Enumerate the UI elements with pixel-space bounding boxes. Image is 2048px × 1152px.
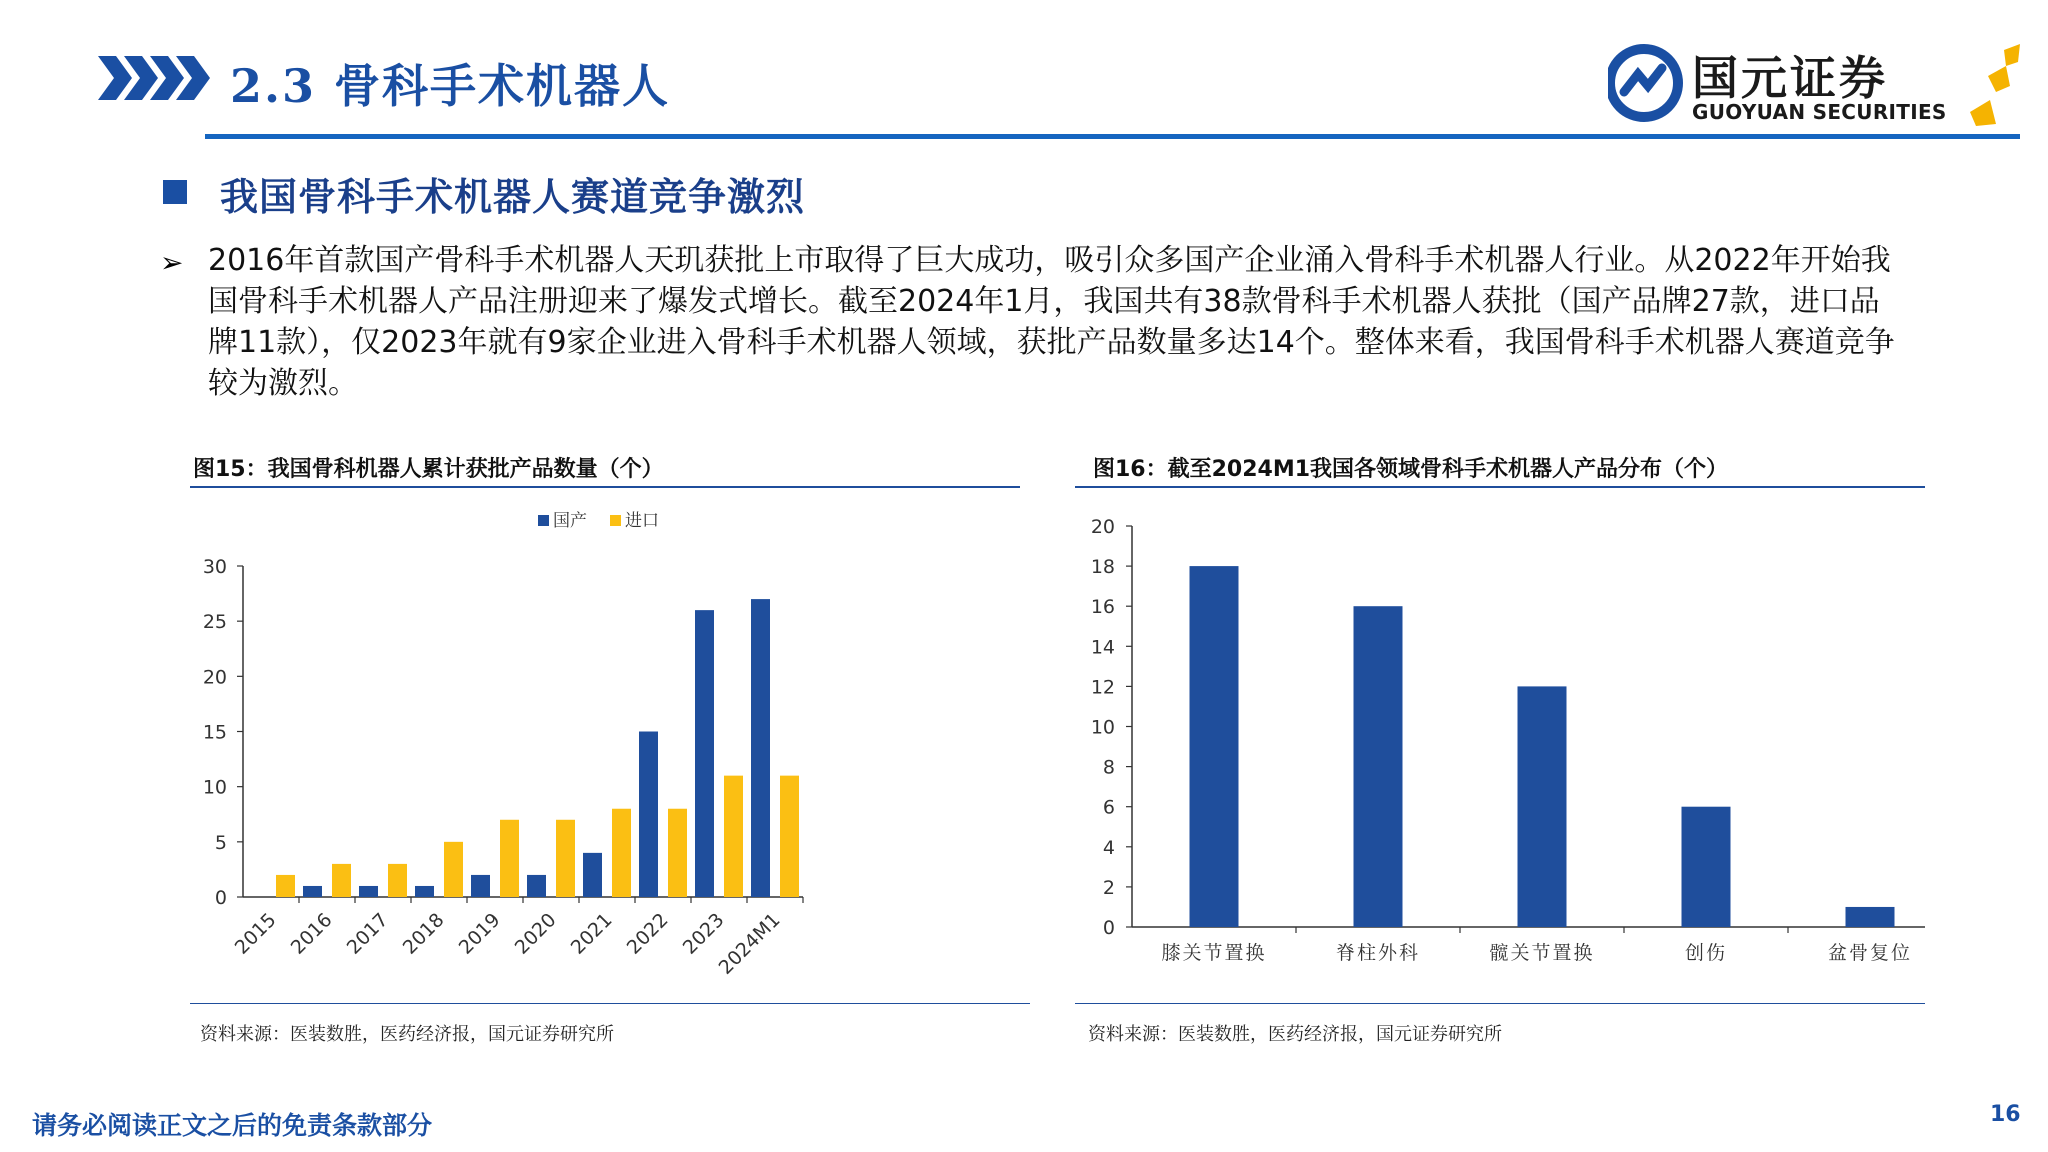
y-tick-label: 8 [1102,756,1115,779]
bar [1682,807,1731,927]
y-tick-label: 25 [202,611,227,634]
figure1-bar-chart [190,500,1030,995]
x-tick-label: 2024M1 [714,908,785,979]
bar [1190,566,1239,927]
x-tick-label: 2015 [230,908,281,959]
legend-swatch-import [610,515,621,526]
bar-domestic [471,875,490,897]
y-tick-label: 10 [1090,716,1115,739]
x-tick-label: 2016 [286,908,337,959]
y-tick-label: 18 [1090,556,1115,579]
x-tick-label: 2018 [398,908,449,959]
figure1-top-rule [190,486,1020,488]
x-tick-label: 膝关节置换 [1161,942,1267,964]
bar-domestic [303,886,322,897]
bar-import [388,864,407,897]
legend-label: 进口 [625,511,659,531]
figure2-bar-chart [1075,500,1925,995]
y-tick-label: 15 [202,721,227,744]
legend-swatch-domestic [538,515,549,526]
figure2-source: 资料来源：医装数胜，医药经济报，国元证券研究所 [1088,1024,1502,1045]
bar [1846,907,1895,927]
x-tick-label: 2022 [622,908,673,959]
x-tick-label: 盆骨复位 [1827,942,1913,964]
bar-import [668,809,687,897]
bar-domestic [359,886,378,897]
bar-domestic [695,610,714,897]
arrow-bullet-icon: ➢ [160,246,184,279]
y-tick-label: 12 [1090,676,1115,699]
bar-import [780,776,799,897]
figure2-bottom-rule [1075,1003,1925,1004]
y-tick-label: 14 [1090,636,1115,659]
y-tick-label: 5 [214,831,227,854]
y-tick-label: 20 [1090,516,1115,538]
bar-domestic [527,875,546,897]
bar-domestic [639,732,658,898]
x-tick-label: 创伤 [1684,942,1728,964]
bar-import [612,809,631,897]
figure2-top-rule [1075,486,1925,488]
logo-english-name: GUOYUAN SECURITIES [1692,100,1947,124]
bar-import [276,875,295,897]
y-tick-label: 2 [1102,876,1115,899]
logo-chinese-name: 国元证券 [1692,51,1888,105]
legend-label: 国产 [553,511,587,531]
x-tick-label: 2019 [454,908,505,959]
y-tick-label: 0 [1102,917,1115,939]
bar-import [724,776,743,897]
bar-import [444,842,463,897]
y-tick-label: 16 [1090,596,1115,619]
x-tick-label: 髋关节置换 [1489,942,1595,964]
y-tick-label: 0 [214,887,227,909]
x-tick-label: 2023 [678,908,729,959]
y-tick-label: 30 [202,556,227,578]
bar [1518,686,1567,927]
x-tick-label: 2017 [342,908,393,959]
chevron-arrows-icon [98,56,210,100]
section-title: 2.3 骨科手术机器人 [230,59,671,113]
bar-import [500,820,519,897]
figure2-title: 图16：截至2024M1我国各领域骨科手术机器人产品分布（个） [1093,457,1729,482]
figure1-title: 图15：我国骨科机器人累计获批产品数量（个） [193,457,664,482]
bar-import [556,820,575,897]
page-subtitle: 我国骨科手术机器人赛道竞争激烈 [220,174,806,219]
page-number: 16 [1990,1102,2021,1127]
square-bullet-icon [163,180,187,204]
bar-domestic [751,599,770,897]
y-tick-label: 20 [202,666,227,689]
y-tick-label: 6 [1102,796,1115,819]
figure1-bottom-rule [190,1003,1030,1004]
y-tick-label: 10 [202,776,227,799]
bar [1354,606,1403,927]
x-tick-label: 2020 [510,908,561,959]
bar-domestic [415,886,434,897]
header-divider [205,134,2020,139]
bar-import [332,864,351,897]
x-tick-label: 2021 [566,908,617,959]
disclaimer-note: 请务必阅读正文之后的免责条款部分 [32,1111,433,1140]
bar-domestic [583,853,602,897]
y-tick-label: 4 [1102,836,1115,859]
body-paragraph: 2016年首款国产骨科手术机器人天玑获批上市取得了巨大成功，吸引众多国产企业涌入骨科手术机器人行业。从2022年开始我国骨科手术机器人产品注册迎来了爆发式增长。截至2024年1月，我国共有38款骨科手术机器人获批（国产品牌27款，进口品牌11款），仅2023年就有9家企业进入骨科手术机器人领域，获批产品数量多达14个。整体来看，我国骨科手术机器人赛道竞争较为激烈。 [208,243,1895,401]
x-tick-label: 脊柱外科 [1335,942,1421,964]
figure1-source: 资料来源：医装数胜，医药经济报，国元证券研究所 [200,1024,614,1045]
